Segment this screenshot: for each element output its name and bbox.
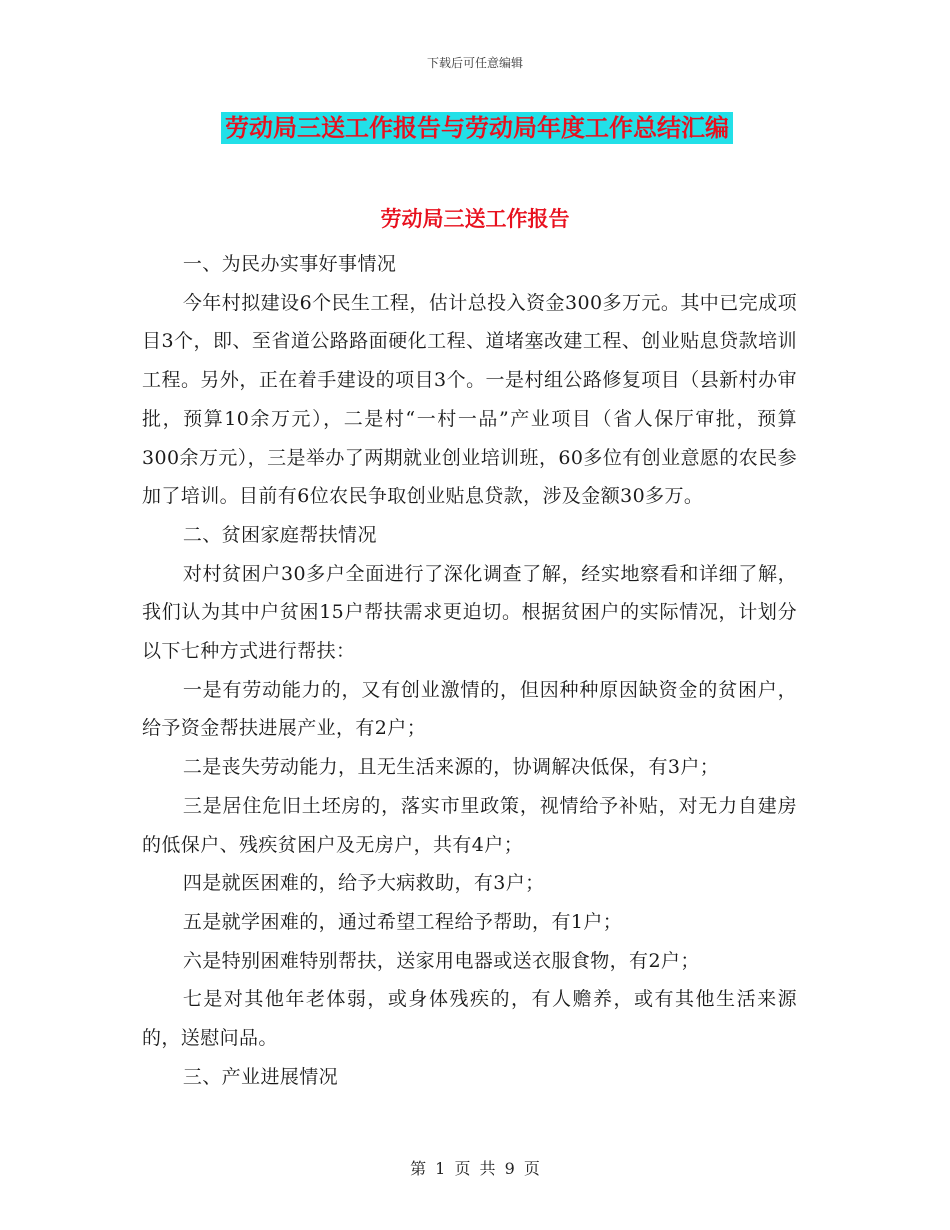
list-item: 一是有劳动能力的，又有创业激情的，但因种种原因缺资金的贫困户，给予资金帮扶进展产业，有2户； — [142, 678, 797, 740]
list-item: 五是就学困难的，通过希望工程给予帮助，有1户； — [182, 910, 623, 933]
page-number: 第 1 页 共 9 页 — [410, 1159, 540, 1178]
section-title: 劳动局三送工作报告 — [380, 206, 570, 231]
list-item: 四是就医困难的，给予大病救助，有3户； — [182, 872, 545, 895]
list-item: 六是特别困难特别帮扶，送家用电器或送衣服食物，有2户； — [182, 949, 700, 972]
list-item: 三是居住危旧土坯房的，落实市里政策，视情给予补贴，对无力自建房的低保户、残疾贫困户及无房户，共有4户； — [142, 794, 797, 856]
heading-3: 三、产业进展情况 — [182, 1065, 339, 1088]
list-item: 七是对其他年老体弱，或身体残疾的，有人赡养，或有其他生活来源的，送慰问品。 — [142, 988, 797, 1050]
list-item: 二是丧失劳动能力，且无生活来源的，协调解决低保，有3户； — [182, 756, 720, 779]
document-main-title: 劳动局三送工作报告与劳动局年度工作总结汇编 — [221, 112, 733, 144]
header-note: 下载后可任意编辑 — [426, 56, 523, 70]
document-body — [142, 245, 797, 1096]
paragraph: 对村贫困户30多户全面进行了深化调查了解，经实地察看和详细了解，我们认为其中户贫困15户帮扶需求更迫切。根据贫困户的实际情况，计划分以下七种方式进行帮扶： — [142, 562, 797, 663]
paragraph: 今年村拟建设6个民生工程，估计总投入资金300多万元。其中已完成项目3个，即、至省道公路路面硬化工程、道堵塞改建工程、创业贴息贷款培训工程。另外，正在着手建设的项目3个。一是村组公路修复项目（县新村办审批，预算10余万元），二是村“一村一品”产业项目（省人保厅审批，预算300余万元），三是举办了两期就业创业培训班，60多位有创业意愿的农民参加了培训。目前有6位农民争取创业贴息贷款，涉及金额30多万。 — [142, 291, 797, 508]
heading-1: 一、为民办实事好事情况 — [182, 253, 397, 275]
heading-2: 二、贫困家庭帮扶情况 — [182, 523, 377, 546]
